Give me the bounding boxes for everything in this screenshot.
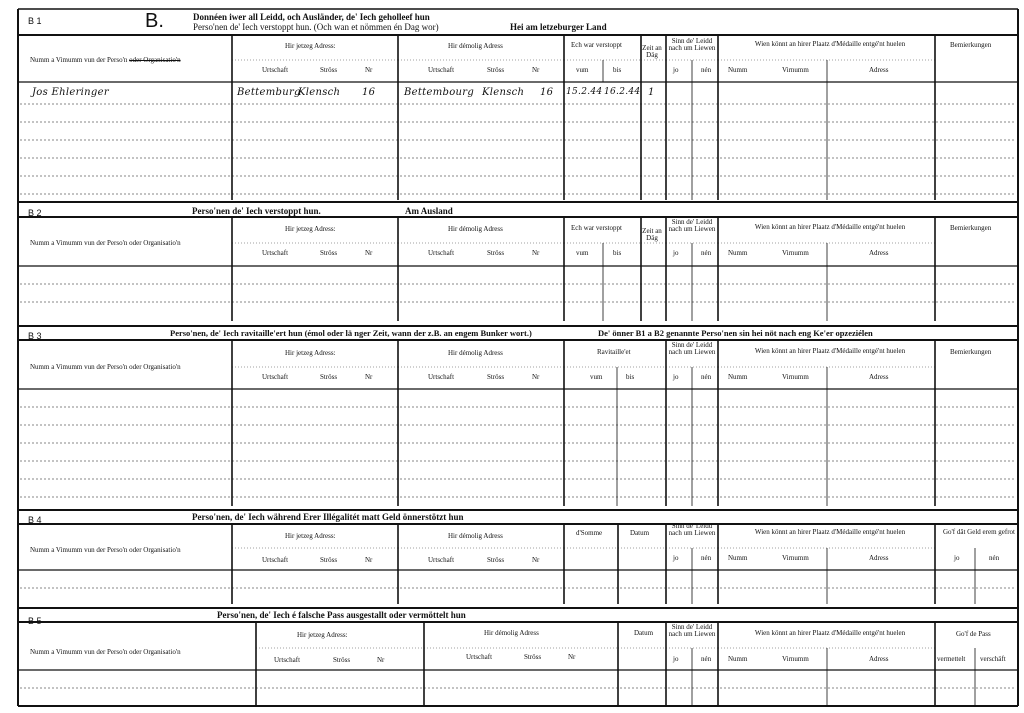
b5-former-town-header: Urtschaft xyxy=(466,653,493,661)
b5-medal-header: Wien könnt an hirer Plaatz d'Médaille entgé'nt huelen xyxy=(754,629,906,637)
b1-current-address-header: Hir jetzeg Adress: xyxy=(285,42,336,50)
b3-to-header: bis xyxy=(626,373,635,381)
b3-current-street-header: Ströss xyxy=(320,373,338,381)
b5-address-header: Adress xyxy=(869,655,889,663)
b1-entry-former-nr: 16 xyxy=(540,87,554,98)
b4-address-header: Adress xyxy=(869,554,889,562)
b2-title: Perso'nen de' Iech verstoppt hun. xyxy=(192,206,321,216)
b5-title: Perso'nen, de' Iech é falsche Pass ausgestallt oder vermöttelt hun xyxy=(217,610,466,620)
b3-former-town-header: Urtschaft xyxy=(428,373,455,381)
b4-money-header: Go'f dât Geld erem gefrot xyxy=(942,528,1015,536)
b3-former-street-header: Ströss xyxy=(487,373,505,381)
b2-name-col-header: Numm a Vimumm vun der Perso'n oder Organisatio'n xyxy=(30,239,181,247)
b2-location: Am Ausland xyxy=(405,206,453,216)
b5-firstname-header: Virnumm xyxy=(782,655,809,663)
b1-name-col-prefix: Numm a Vimumm vun der Perso'n xyxy=(30,56,128,64)
b2-address-header: Adress xyxy=(869,249,889,257)
b5-current-address-header: Hir jetzeg Adress: xyxy=(297,631,348,639)
b4-yes-header: jo xyxy=(673,554,679,562)
b2-current-street-header: Ströss xyxy=(320,249,338,257)
b5-surname-header: Numm xyxy=(728,655,748,663)
b4-medal-header: Wien könnt an hirer Plaatz d'Médaille entgé'nt huelen xyxy=(754,528,906,536)
b3-former-address-header: Hir démolig Adress xyxy=(448,349,503,357)
b4-current-town-header: Urtschaft xyxy=(262,556,289,564)
b1-medal-header: Wien könnt an hirer Plaatz d'Médaille entgé'nt huelen xyxy=(754,40,906,48)
b2-former-nr-header: Nr xyxy=(532,249,540,257)
b1-entry-current-town: Bettemburg xyxy=(237,87,301,98)
b4-date-header: Datum xyxy=(630,529,650,537)
b2-time-header: Zeit an Däg xyxy=(642,227,662,243)
b4-surname-header: Numm xyxy=(728,554,748,562)
b2-medal-header: Wien könnt an hirer Plaatz d'Médaille entgé'nt huelen xyxy=(754,223,906,231)
b2-yes-header: jo xyxy=(673,249,679,257)
b3-current-address-header: Hir jetzeg Adress: xyxy=(285,349,336,357)
b3-yes-header: jo xyxy=(673,373,679,381)
b4-former-address-header: Hir démolig Adress xyxy=(448,532,503,540)
intro-location: Hei am letzeburger Land xyxy=(510,22,607,32)
b1-entry-from: 15.2.44 xyxy=(566,87,603,97)
section-code-b1: B 1 xyxy=(28,16,42,26)
b3-firstname-header: Virnumm xyxy=(782,373,809,381)
b3-title: Perso'nen, de' Iech ravitaille'ert hun (émol oder lä nger Zeit, wann der z.B. an engem Bunker wort.) xyxy=(170,328,532,338)
b3-from-header: vum xyxy=(590,373,603,381)
b1-time-header: Zeit an Däg xyxy=(642,44,662,60)
b3-former-nr-header: Nr xyxy=(532,373,540,381)
b2-no-header: nén xyxy=(701,249,712,257)
b2-former-address-header: Hir démolig Adress xyxy=(448,225,503,233)
b4-sum-header: d'Somme xyxy=(576,529,603,537)
b5-date-header: Datum xyxy=(634,629,654,637)
b4-suffered-header: Sinn de' Leidd nach um Liewen xyxy=(668,522,716,538)
b5-pass-header: Go'f de Pass xyxy=(956,630,991,638)
b1-former-address-header: Hir démolig Adress xyxy=(448,42,503,50)
b3-medal-header: Wien könnt an hirer Plaatz d'Médaille entgé'nt huelen xyxy=(754,347,906,355)
b2-to-header: bis xyxy=(613,249,622,257)
b2-current-town-header: Urtschaft xyxy=(262,249,289,257)
b4-former-nr-header: Nr xyxy=(532,556,540,564)
b2-former-town-header: Urtschaft xyxy=(428,249,455,257)
b3-surname-header: Numm xyxy=(728,373,748,381)
b2-former-street-header: Ströss xyxy=(487,249,505,257)
b1-entry-former-town: Bettembourg xyxy=(404,87,475,98)
b1-from-header: vum xyxy=(576,66,589,74)
b4-former-town-header: Urtschaft xyxy=(428,556,455,564)
b2-current-nr-header: Nr xyxy=(365,249,373,257)
b4-current-nr-header: Nr xyxy=(365,556,373,564)
b1-entry-former-street: Klensch xyxy=(482,87,525,98)
b1-current-street-header: Ströss xyxy=(320,66,338,74)
b1-yes-header: jo xyxy=(673,66,679,74)
b5-current-nr-header: Nr xyxy=(377,656,385,664)
b4-firstname-header: Virnumm xyxy=(782,554,809,562)
b4-current-address-header: Hir jetzeg Adress: xyxy=(285,532,336,540)
b1-remarks-header: Bemierkungen xyxy=(950,41,992,49)
section-code-b2: B 2 xyxy=(28,208,42,218)
b1-to-header: bis xyxy=(613,66,622,74)
b3-remarks-header: Bemierkungen xyxy=(950,348,992,356)
b1-surname-header: Numm xyxy=(728,66,748,74)
b5-no-header: nén xyxy=(701,655,712,663)
b2-remarks-header: Bemierkungen xyxy=(950,224,992,232)
section-code-b4: B 4 xyxy=(28,515,42,525)
b2-current-address-header: Hir jetzeg Adress: xyxy=(285,225,336,233)
b1-no-header: nén xyxy=(701,66,712,74)
b4-former-street-header: Ströss xyxy=(487,556,505,564)
b3-current-town-header: Urtschaft xyxy=(262,373,289,381)
b1-entry-to: 16.2.44 xyxy=(604,87,641,97)
b5-current-town-header: Urtschaft xyxy=(274,656,301,664)
b1-entry-current-nr: 16 xyxy=(362,87,376,98)
b4-no-money-header: nén xyxy=(989,554,1000,562)
b4-no-header: nén xyxy=(701,554,712,562)
b1-hidden-header: Ech war verstoppt xyxy=(571,41,622,49)
intro-line-2: Perso'nen de' Iech verstoppt hun. (Och wan et nömmen én Dag wor) xyxy=(193,22,439,32)
b2-suffered-header: Sinn de' Leidd nach um Liewen xyxy=(668,218,716,234)
form-letter: B. xyxy=(145,10,164,32)
b2-firstname-header: Virnumm xyxy=(782,249,809,257)
b3-address-header: Adress xyxy=(869,373,889,381)
b1-suffered-header: Sinn de' Leidd nach um Liewen xyxy=(668,37,716,53)
b1-entry-name: Jos Ehleringer xyxy=(32,87,109,98)
section-code-b3: B 3 xyxy=(28,331,42,341)
b1-entry-current-street: Klensch xyxy=(298,87,341,98)
b5-forged-header: verschäft xyxy=(980,655,1006,663)
b3-current-nr-header: Nr xyxy=(365,373,373,381)
b1-former-town-header: Urtschaft xyxy=(428,66,455,74)
b5-yes-header: jo xyxy=(673,655,679,663)
intro-line-1: Donnéen iwer all Leidd, och Ausländer, de' Iech geholleef hun xyxy=(193,12,430,22)
b3-no-header: nén xyxy=(701,373,712,381)
b5-issued-header: vermettelt xyxy=(937,655,966,663)
b3-name-col-header: Numm a Vimumm vun der Perso'n oder Organisatio'n xyxy=(30,363,181,371)
b4-name-col-header: Numm a Vimumm vun der Perso'n oder Organisatio'n xyxy=(30,546,181,554)
b1-current-nr-header: Nr xyxy=(365,66,373,74)
b4-current-street-header: Ströss xyxy=(320,556,338,564)
b1-former-street-header: Ströss xyxy=(487,66,505,74)
b5-former-nr-header: Nr xyxy=(568,653,576,661)
b2-hidden-header: Ech war verstoppt xyxy=(571,224,622,232)
b1-current-town-header: Urtschaft xyxy=(262,66,289,74)
b3-suffered-header: Sinn de' Leidd nach um Liewen xyxy=(668,341,716,357)
b5-former-street-header: Ströss xyxy=(524,653,542,661)
b4-yes-money-header: jo xyxy=(954,554,960,562)
b3-supplied-header: Ravitaille'et xyxy=(597,348,631,356)
b3-note: De' önner B1 a B2 genannte Perso'nen sin hei nöt nach eng Ke'er opzeziélen xyxy=(598,328,873,338)
b1-address-header: Adress xyxy=(869,66,889,74)
b2-surname-header: Numm xyxy=(728,249,748,257)
b5-current-street-header: Ströss xyxy=(333,656,351,664)
b1-former-nr-header: Nr xyxy=(532,66,540,74)
b1-firstname-header: Virnumm xyxy=(782,66,809,74)
b4-title: Perso'nen, de' Iech während Erer Illégalitét matt Geld önnerstötzt hun xyxy=(192,512,464,522)
b1-entry-days: 1 xyxy=(648,87,655,98)
b5-name-col-header: Numm a Vimumm vun der Perso'n oder Organisatio'n xyxy=(30,648,181,656)
b2-from-header: vum xyxy=(576,249,589,257)
b1-name-col-header xyxy=(30,57,181,64)
section-code-b5: B 5 xyxy=(28,616,42,626)
b5-suffered-header: Sinn de' Leidd nach um Liewen xyxy=(668,623,716,639)
b1-name-col-struck: oder Organisatio'n xyxy=(129,56,181,64)
b5-former-address-header: Hir démolig Adress xyxy=(484,629,539,637)
